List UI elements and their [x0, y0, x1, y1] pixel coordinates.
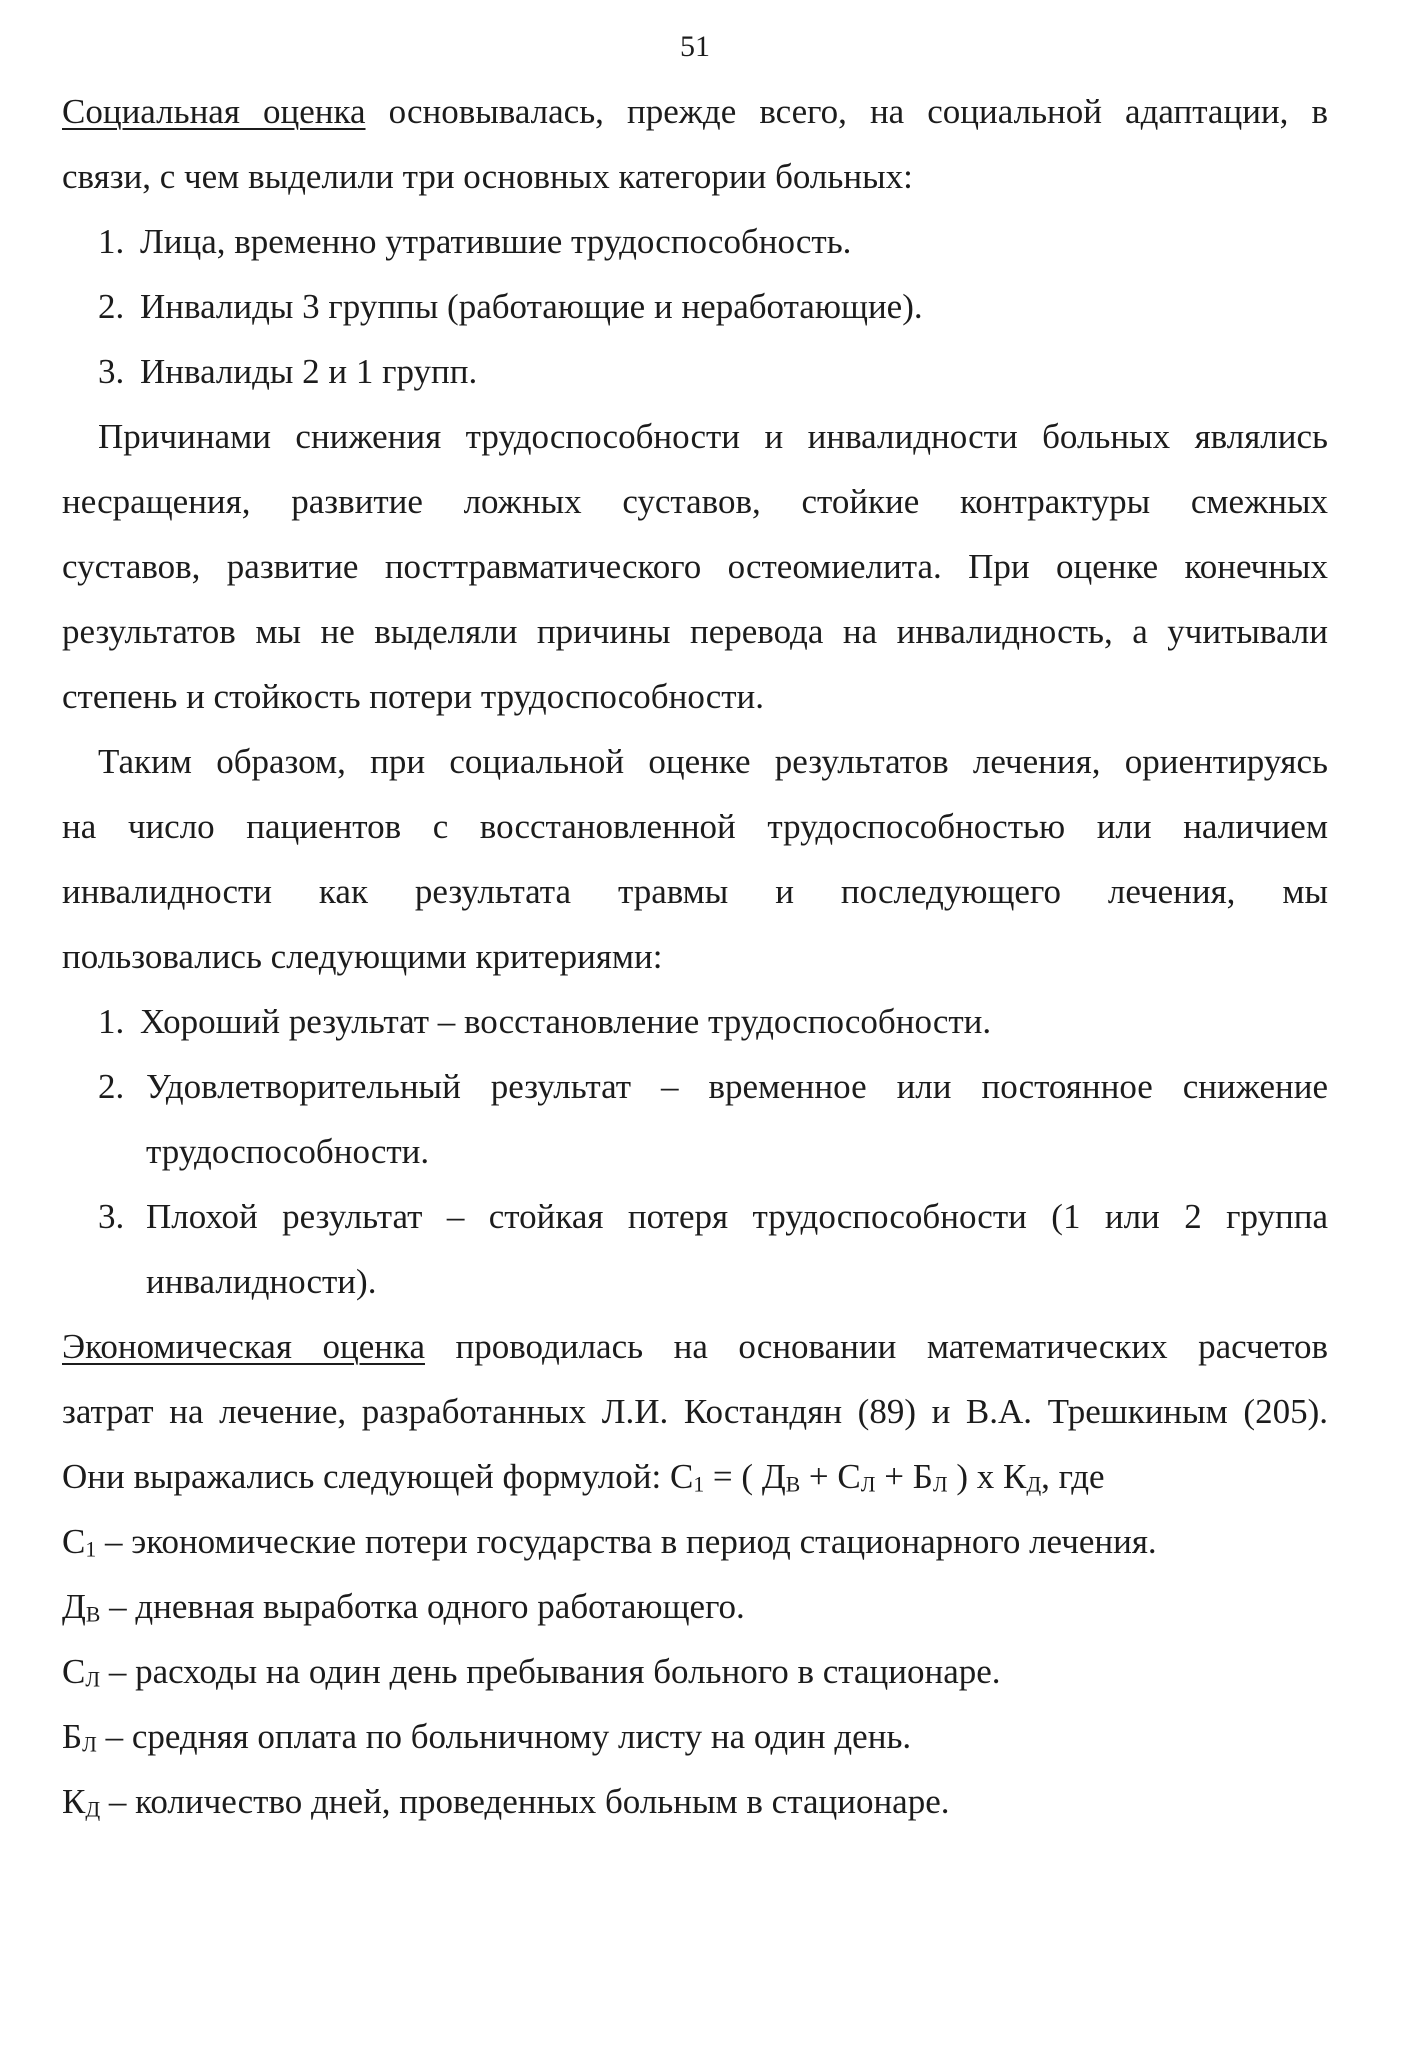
page-number: 51: [680, 30, 710, 63]
social-line-1-rest: основывалась, прежде всего, на социальной адаптации, в: [365, 92, 1328, 131]
criteria-list-item-2-cont: трудоспособности.: [146, 1132, 430, 1171]
social-list-item-2: 2. Инвалиды 3 группы (работающие и неработающие).: [98, 287, 923, 326]
social-paragraph-line-1: [62, 90, 1328, 134]
criteria-list-item-3: Плохой результат – стойкая потеря трудоспособности (1 или 2 группа: [146, 1197, 1328, 1236]
criteria-line-3: инвалидности как результата травмы и последующего лечения, мы: [62, 872, 1328, 911]
economic-formula-line: [62, 1455, 1105, 1506]
causes-line-1: Причинами снижения трудоспособности и инвалидности больных являлись: [98, 417, 1328, 456]
economic-line-1-rest: проводилась на основании математических расчетов: [424, 1327, 1329, 1366]
formula-intro: Они выражались следующей формулой:: [62, 1457, 670, 1496]
economic-line-2: затрат на лечение, разработанных Л.И. Костандян (89) и В.А. Трешкиным (205).: [62, 1392, 1328, 1431]
definition-bl: БЛ – средняя оплата по больничному листу на один день.: [62, 1717, 912, 1757]
criteria-line-4: пользовались следующими критериями:: [62, 937, 663, 976]
causes-line-4: результатов мы не выделяли причины перевода на инвалидность, а учитывали: [62, 612, 1328, 651]
social-heading: Социальная оценка: [62, 92, 366, 131]
definition-kd: КД – количество дней, проведенных больным в стационаре.: [62, 1782, 950, 1822]
criteria-list-item-2: Удовлетворительный результат – временное или постоянное снижение: [146, 1067, 1328, 1106]
criteria-line-2: на число пациентов с восстановленной трудоспособностью или наличием: [62, 807, 1328, 846]
social-list-item-1: 1. Лица, временно утратившие трудоспособность.: [98, 222, 852, 261]
criteria-list-item-3-cont: инвалидности).: [146, 1262, 377, 1301]
criteria-list-item-2-num: 2.: [98, 1067, 125, 1106]
definition-sl: СЛ – расходы на один день пребывания больного в стационаре.: [62, 1652, 1001, 1692]
economic-line-1: [62, 1325, 1328, 1369]
causes-line-2: несращения, развитие ложных суставов, стойкие контрактуры смежных: [62, 482, 1328, 521]
social-paragraph-line-2: связи, с чем выделили три основных категории больных:: [62, 157, 913, 196]
definition-dv: ДВ – дневная выработка одного работающего.: [62, 1587, 745, 1627]
economic-heading: Экономическая оценка: [62, 1327, 425, 1366]
criteria-list-item-3-num: 3.: [98, 1197, 125, 1236]
causes-line-5: степень и стойкость потери трудоспособности.: [62, 677, 764, 716]
criteria-list-item-1: 1. Хороший результат – восстановление трудоспособности.: [98, 1002, 992, 1041]
social-list-item-3: 3. Инвалиды 2 и 1 групп.: [98, 352, 478, 391]
definition-c1: С1 – экономические потери государства в период стационарного лечения.: [62, 1522, 1157, 1562]
causes-line-3: суставов, развитие посттравматического остеомиелита. При оценке конечных: [62, 547, 1328, 586]
formula: С1 = ( ДВ + СЛ + БЛ ) x КД, где: [669, 1457, 1105, 1497]
criteria-line-1: Таким образом, при социальной оценке результатов лечения, ориентируясь: [98, 742, 1328, 781]
